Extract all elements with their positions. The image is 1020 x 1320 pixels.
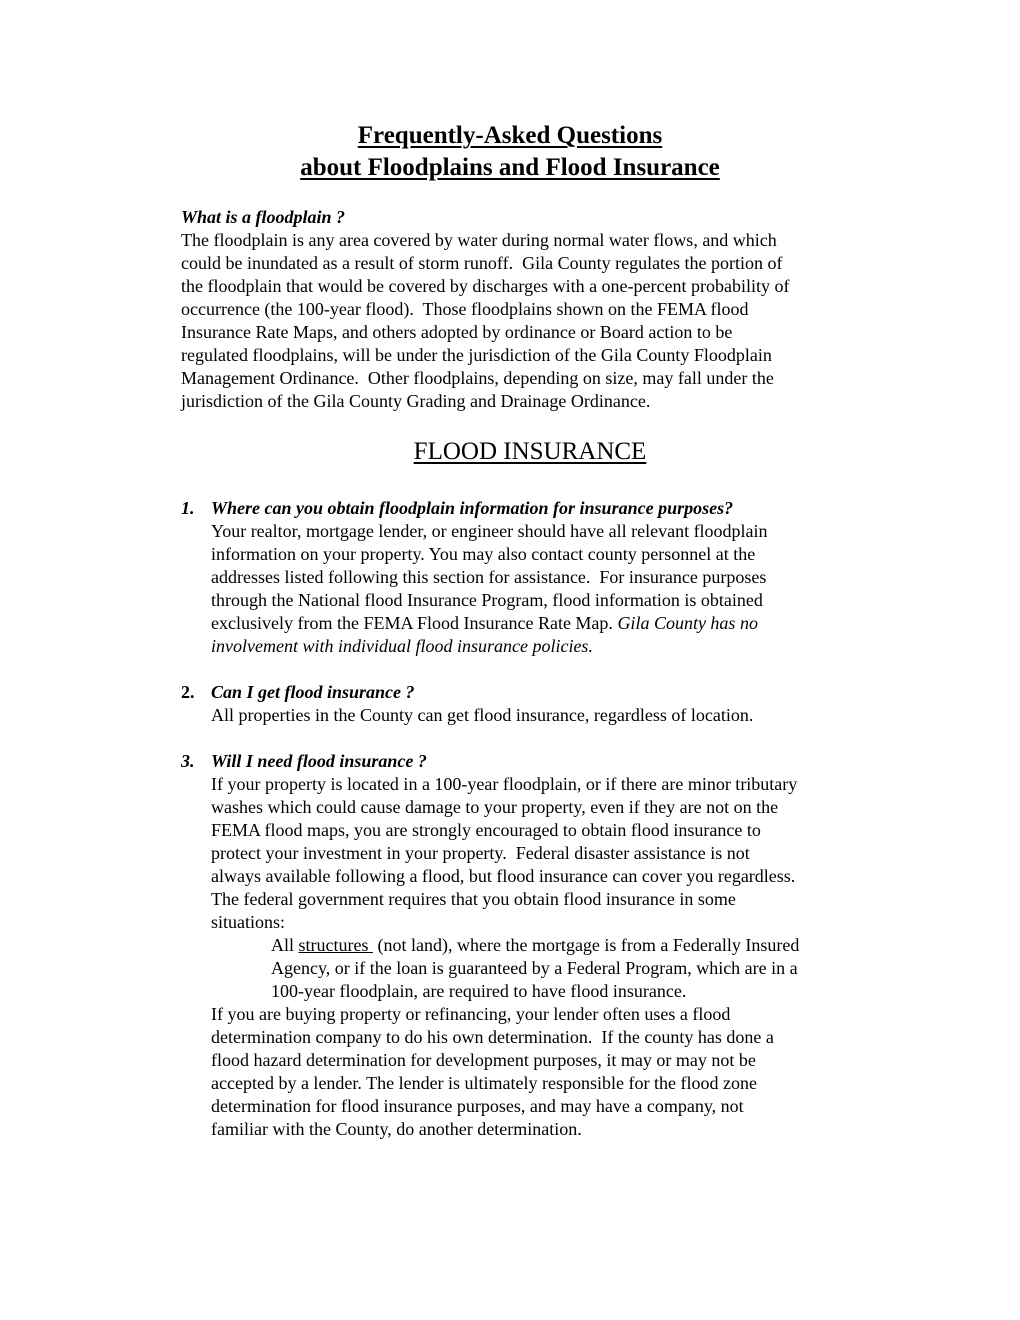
text-line: Insurance Rate Maps, and others adopted by ordinance or Board action to be: [181, 322, 733, 342]
faq-question: Can I get flood insurance ?: [211, 682, 415, 702]
text-line: [211, 1003, 730, 1025]
text-line: [211, 1072, 757, 1094]
text-line: [211, 865, 795, 887]
text-line: [211, 612, 758, 634]
text-line: [211, 704, 753, 726]
intro-question: What is a floodplain ?: [181, 207, 346, 227]
text-line: [211, 589, 763, 611]
text-segment: always available following a flood, but flood insurance can cover you regardless.: [211, 866, 796, 886]
text-segment: All: [271, 935, 299, 955]
text-line: the floodplain that would be covered by discharges with a one-percent probability of: [181, 276, 790, 296]
text-segment: If your property is located in a 100-year floodplain, or if there are minor tributary: [211, 774, 798, 794]
text-segment: through the National flood Insurance Program, flood information is obtained: [211, 590, 763, 610]
text-line: [211, 819, 761, 841]
text-segment: accepted by a lender. The lender is ultimately responsible for the flood zone: [211, 1073, 757, 1093]
text-line: [211, 1118, 582, 1140]
text-line: [211, 635, 593, 657]
text-segment: situations:: [211, 912, 286, 932]
text-line: [211, 773, 797, 795]
text-segment: flood hazard determination for development purposes, it may or may not be: [211, 1050, 756, 1070]
text-segment: determination company to do his own determination. If the county has done a: [211, 1027, 774, 1047]
text-segment: Agency, or if the loan is guaranteed by a Federal Program, which are in a: [271, 958, 798, 978]
text-line: [211, 888, 736, 910]
page-title-line-2: about Floodplains and Flood Insurance: [300, 154, 720, 181]
faq-question: Where can you obtain floodplain information for insurance purposes?: [211, 498, 734, 518]
text-line: [211, 1049, 756, 1071]
text-segment: exclusively from the FEMA Flood Insurance Rate Map.: [211, 613, 618, 633]
text-line: [211, 911, 285, 933]
text-line: [271, 980, 686, 1002]
text-segment: Your realtor, mortgage lender, or engineer should have all relevant floodplain: [211, 521, 768, 541]
text-segment: determination for flood insurance purposes, and may have a company, not: [211, 1096, 744, 1116]
faq-number: 1.: [181, 498, 195, 518]
page-title-line-1: Frequently-Asked Questions: [357, 122, 663, 149]
text-segment: addresses listed following this section for assistance. For insurance purposes: [211, 567, 767, 587]
text-line: [211, 842, 750, 864]
faq-question: Will I need flood insurance ?: [211, 751, 427, 771]
faq-number: 3.: [181, 751, 195, 771]
underlined-text: structures: [298, 935, 373, 955]
text-line: Management Ordinance. Other floodplains, depending on size, may fall under the: [181, 368, 774, 388]
text-segment: (not land), where the mortgage is from a Federally Insured: [373, 935, 800, 955]
text-line: occurrence (the 100-year flood). Those floodplains shown on the FEMA flood: [181, 299, 749, 319]
text-line: [211, 1026, 774, 1048]
text-segment: FEMA flood maps, you are strongly encouraged to obtain flood insurance to: [211, 820, 761, 840]
text-segment: If you are buying property or refinancing, your lender often uses a flood: [211, 1004, 731, 1024]
text-line: [211, 566, 766, 588]
faq-number: 2.: [181, 682, 195, 702]
text-segment: All properties in the County can get flood insurance, regardless of location.: [211, 705, 754, 725]
text-segment: 100-year floodplain, are required to have flood insurance.: [271, 981, 687, 1001]
italic-text: involvement with individual flood insurance policies.: [211, 636, 593, 656]
text-segment: information on your property. You may also contact county personnel at the: [211, 544, 756, 564]
text-segment: familiar with the County, do another determination.: [211, 1119, 582, 1139]
text-line: [271, 957, 798, 979]
text-line: [211, 543, 755, 565]
section-heading: FLOOD INSURANCE: [413, 438, 647, 465]
italic-text: Gila County has no: [617, 613, 758, 633]
text-line: could be inundated as a result of storm runoff. Gila County regulates the portion of: [181, 253, 783, 273]
text-line: The floodplain is any area covered by water during normal water flows, and which: [181, 230, 777, 250]
text-line: [271, 934, 799, 956]
text-line: [211, 796, 778, 818]
text-line: jurisdiction of the Gila County Grading and Drainage Ordinance.: [181, 391, 651, 411]
text-segment: protect your investment in your property. Federal disaster assistance is not: [211, 843, 750, 863]
text-segment: washes which could cause damage to your property, even if they are not on the: [211, 797, 779, 817]
text-line: [211, 1095, 744, 1117]
text-line: regulated floodplains, will be under the jurisdiction of the Gila County Floodplain: [181, 345, 772, 365]
text-line: [211, 520, 768, 542]
text-segment: The federal government requires that you obtain flood insurance in some: [211, 889, 736, 909]
